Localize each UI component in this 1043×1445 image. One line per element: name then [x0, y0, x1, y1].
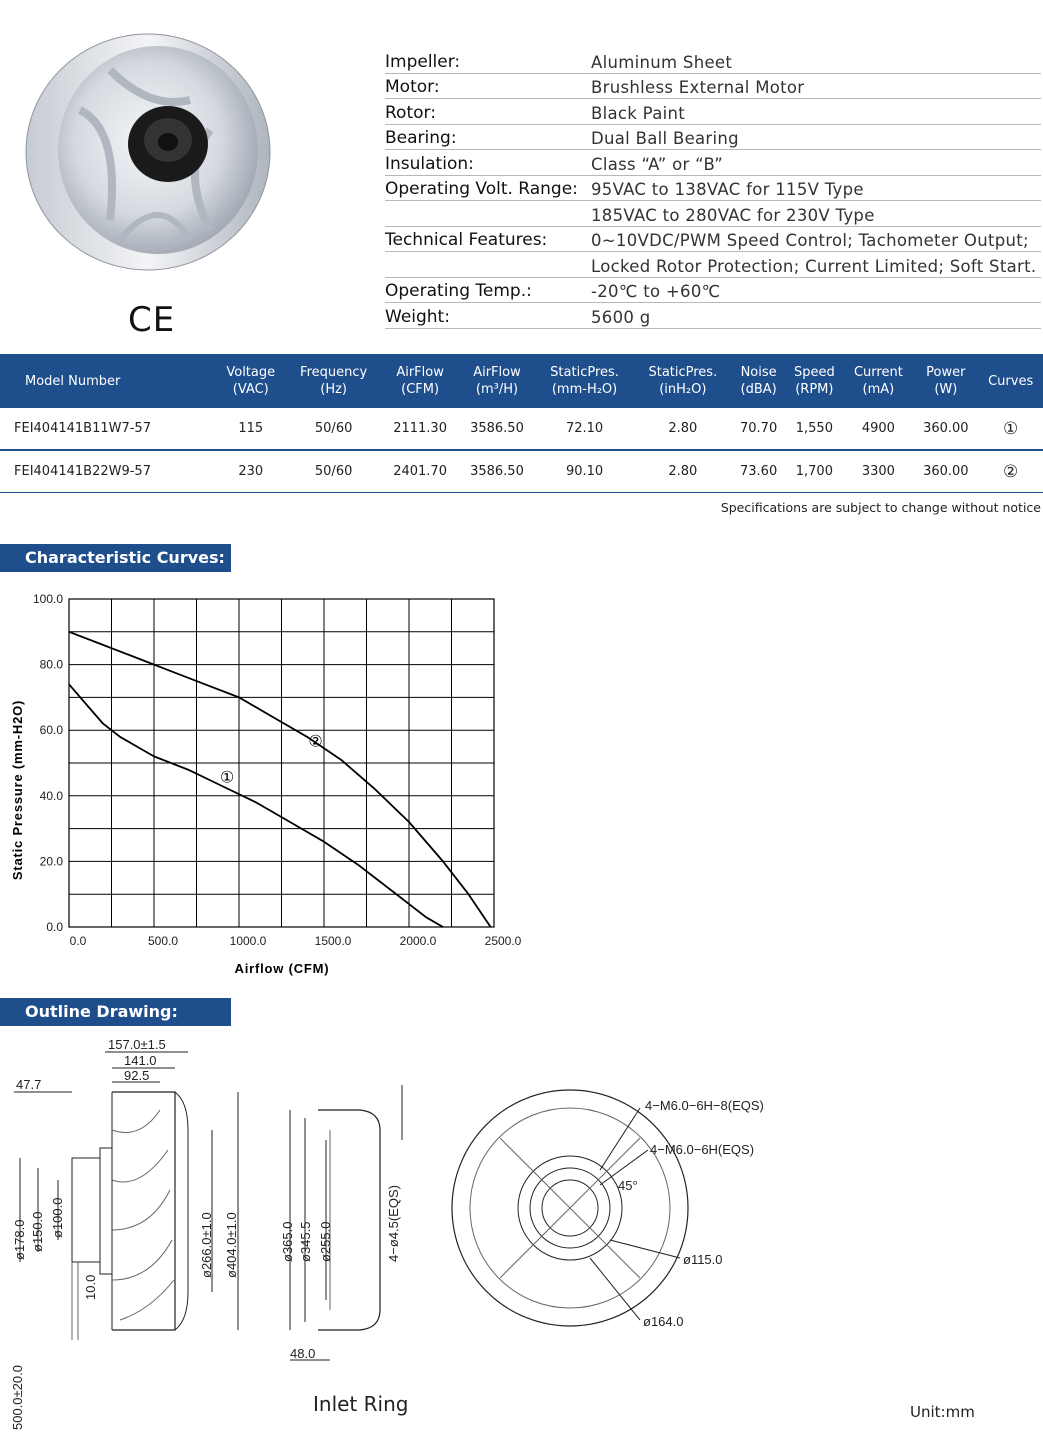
- ce-mark: CE: [128, 300, 176, 340]
- dim-266: ø266.0±1.0: [199, 1212, 214, 1278]
- y-tick-labels: [33, 592, 63, 934]
- table-cell: 1,700: [785, 450, 843, 493]
- series-line-1: [69, 684, 443, 927]
- spec-value: 0~10VDC/PWM Speed Control; Tachometer Output;: [591, 231, 1029, 250]
- table-row: [0, 408, 1043, 450]
- col-header-line1: Noise: [740, 365, 777, 380]
- table-cell: 360.00: [913, 450, 978, 493]
- spec-value: Class “A” or “B”: [591, 154, 724, 174]
- x-tick-label: 2500.0: [484, 934, 522, 948]
- table-cell: 4900: [844, 408, 914, 450]
- col-header-noise: [732, 354, 785, 408]
- table-cell: FEI404141B22W9-57: [0, 450, 216, 493]
- spec-value: Dual Ball Bearing: [591, 129, 739, 148]
- table-cell: 2.80: [634, 450, 732, 493]
- table-cell: 3586.50: [459, 408, 536, 450]
- col-header-curves: [978, 354, 1043, 408]
- col-header-line1: AirFlow: [473, 365, 521, 380]
- spec-row: [385, 176, 1041, 202]
- x-tick-label: 1500.0: [314, 934, 352, 948]
- spec-row: [385, 201, 1041, 227]
- unit-label: Unit:mm: [910, 1403, 975, 1421]
- col-header-static-mm: [535, 354, 633, 408]
- table-cell: ①: [978, 408, 1043, 450]
- col-header-line2: (dBA): [740, 382, 777, 397]
- y-tick-label: 60.0: [39, 723, 63, 738]
- table-cell: 50/60: [286, 408, 382, 450]
- spec-key: Impeller:: [385, 51, 461, 72]
- spec-key: Rotor:: [385, 102, 436, 123]
- dim-angle: 45°: [618, 1178, 638, 1193]
- table-cell: 360.00: [913, 408, 978, 450]
- y-tick-label: 100.0: [32, 592, 63, 606]
- dim-255: ø255.0: [318, 1221, 333, 1262]
- chart-series: [69, 632, 491, 927]
- table-cell: 2111.30: [382, 408, 459, 450]
- dim-holes: 4−ø4.5(EQS): [386, 1185, 401, 1262]
- col-header-line1: StaticPres.: [550, 365, 619, 380]
- col-header-current: [844, 354, 914, 408]
- dim-157: 157.0±1.5: [108, 1037, 166, 1052]
- dim-m6: 4−M6.0−6H(EQS): [650, 1142, 755, 1157]
- col-header-line2: (VAC): [232, 382, 269, 397]
- spec-value: Black Paint: [591, 103, 686, 123]
- spec-row: [385, 48, 1041, 74]
- spec-key: Operating Volt. Range:: [385, 179, 578, 199]
- col-header-power: [913, 354, 978, 408]
- col-header-airflow-cfm: [382, 354, 459, 408]
- spec-value: 95VAC to 138VAC for 115V Type: [591, 180, 864, 199]
- col-header-frequency: [286, 354, 382, 408]
- characteristic-chart: [0, 585, 540, 985]
- x-tick-labels: [70, 934, 522, 948]
- y-tick-label: 20.0: [39, 854, 63, 869]
- spec-value: -20℃ to +60℃: [591, 282, 721, 301]
- col-header-speed: [785, 354, 843, 408]
- col-header-line2: (inH₂O): [659, 382, 707, 397]
- spec-row: [385, 227, 1041, 253]
- dim-48: 48.0: [290, 1346, 316, 1361]
- inlet-ring-label: Inlet Ring: [313, 1392, 409, 1416]
- spec-value: 5600 g: [591, 307, 651, 327]
- curve-label-1: ①: [219, 767, 235, 787]
- col-header-line2: (mm-H₂O): [551, 382, 618, 397]
- col-header-line1: Current: [853, 365, 903, 380]
- col-header-line1: Frequency: [300, 365, 368, 380]
- dim-m6-8: 4−M6.0−6H−8(EQS): [645, 1098, 764, 1113]
- spec-row: [385, 303, 1041, 329]
- dim-92: 92.5: [124, 1068, 150, 1083]
- spec-row: [385, 278, 1041, 304]
- inlet-ring-view: [280, 1085, 402, 1361]
- section-heading-outline: Outline Drawing:: [0, 998, 231, 1026]
- dim-365: ø365.0: [280, 1221, 295, 1262]
- col-header-line1: StaticPres.: [648, 365, 718, 380]
- col-header-airflow-m3h: [459, 354, 536, 408]
- dim-345: ø345.5: [298, 1221, 313, 1262]
- col-header-static-in: [634, 354, 732, 408]
- spec-value: Locked Rotor Protection; Current Limited; Soft Start.: [591, 256, 1037, 276]
- spec-value: Brushless External Motor: [591, 78, 805, 97]
- col-header-line1: Speed: [793, 365, 835, 380]
- dim-10: 10.0: [83, 1274, 98, 1300]
- col-header-line1: Power: [926, 365, 966, 380]
- table-cell: 73.60: [732, 450, 785, 493]
- spec-table: [0, 354, 1043, 493]
- series-line-2: [69, 632, 491, 927]
- table-cell: 115: [216, 408, 286, 450]
- front-view: [452, 1090, 764, 1329]
- x-axis-label: Airflow (CFM): [234, 961, 330, 976]
- product-image: [20, 20, 275, 280]
- col-header-line1: Voltage: [226, 365, 276, 380]
- table-cell: 90.10: [535, 450, 633, 493]
- col-header-line2: (RPM): [795, 382, 834, 397]
- x-tick-label: 0.0: [69, 934, 87, 948]
- dim-115: ø115.0: [683, 1252, 723, 1267]
- spec-list: [385, 48, 1041, 329]
- table-cell: 2401.70: [382, 450, 459, 493]
- disclaimer-note: Specifications are subject to change without notice: [720, 500, 1041, 515]
- dim-150: ø150.0: [30, 1211, 45, 1252]
- dim-164: ø164.0: [643, 1314, 684, 1329]
- col-header-line1: AirFlow: [396, 365, 444, 380]
- col-header-line2: (CFM): [401, 382, 440, 397]
- col-header-voltage: [216, 354, 286, 408]
- spec-row: [385, 125, 1041, 151]
- spec-key: Bearing:: [385, 128, 457, 148]
- curve-label-2: ②: [308, 731, 323, 751]
- table-cell: 50/60: [286, 450, 382, 493]
- table-cell: 70.70: [732, 408, 785, 450]
- col-header-model: [0, 354, 216, 408]
- spec-key: [385, 276, 591, 277]
- y-tick-label: 40.0: [39, 788, 63, 803]
- spec-row: [385, 99, 1041, 125]
- y-tick-label: 80.0: [39, 657, 63, 672]
- col-header-line2: (W): [934, 382, 958, 397]
- y-axis-label: Static Pressure (mm-H2O): [10, 699, 25, 881]
- table-cell: 230: [216, 450, 286, 493]
- table-cell: FEI404141B11W7-57: [0, 408, 216, 450]
- col-header-line2: (Hz): [320, 382, 347, 397]
- col-header-line2: (mA): [862, 382, 895, 397]
- table-cell: 3586.50: [459, 450, 536, 493]
- table-row: [0, 450, 1043, 493]
- table-cell: 72.10: [535, 408, 633, 450]
- spec-key: Weight:: [385, 306, 450, 327]
- table-cell: ②: [978, 450, 1043, 493]
- dim-141: 141.0: [124, 1053, 157, 1068]
- spec-row: [385, 74, 1041, 100]
- col-header-line1: Curves: [988, 373, 1034, 389]
- table-cell: 3300: [844, 450, 914, 493]
- x-tick-label: 2000.0: [399, 934, 437, 948]
- side-view: [10, 1037, 239, 1430]
- spec-value: Aluminum Sheet: [591, 52, 733, 72]
- spec-key: [385, 225, 591, 226]
- dim-500: 500.0±20.0: [10, 1365, 25, 1430]
- dim-100: ø100.0: [50, 1197, 65, 1238]
- section-heading-curves: Characteristic Curves:: [0, 544, 231, 572]
- table-cell: 2.80: [634, 408, 732, 450]
- table-cell: 1,550: [785, 408, 843, 450]
- spec-key: Motor:: [385, 77, 440, 97]
- spec-row: [385, 150, 1041, 176]
- y-tick-label: 0.0: [46, 920, 63, 934]
- spec-key: Operating Temp.:: [385, 281, 532, 301]
- table-header-row: [0, 354, 1043, 408]
- dim-404: ø404.0±1.0: [224, 1212, 239, 1278]
- col-header-line1: Model Number: [25, 373, 121, 389]
- outline-drawing: [0, 1030, 1043, 1445]
- dim-47: 47.7: [16, 1077, 42, 1092]
- spec-row: [385, 252, 1041, 278]
- x-tick-label: 1000.0: [229, 934, 267, 948]
- spec-key: Technical Features:: [385, 230, 548, 250]
- spec-value: 185VAC to 280VAC for 230V Type: [591, 205, 875, 225]
- col-header-line2: (m³/H): [475, 382, 519, 397]
- x-tick-label: 500.0: [147, 934, 179, 948]
- spec-key: Insulation:: [385, 153, 474, 174]
- dim-178: ø178.0: [12, 1219, 27, 1260]
- chart-annotations: [220, 732, 323, 787]
- chart-grid: [69, 599, 494, 927]
